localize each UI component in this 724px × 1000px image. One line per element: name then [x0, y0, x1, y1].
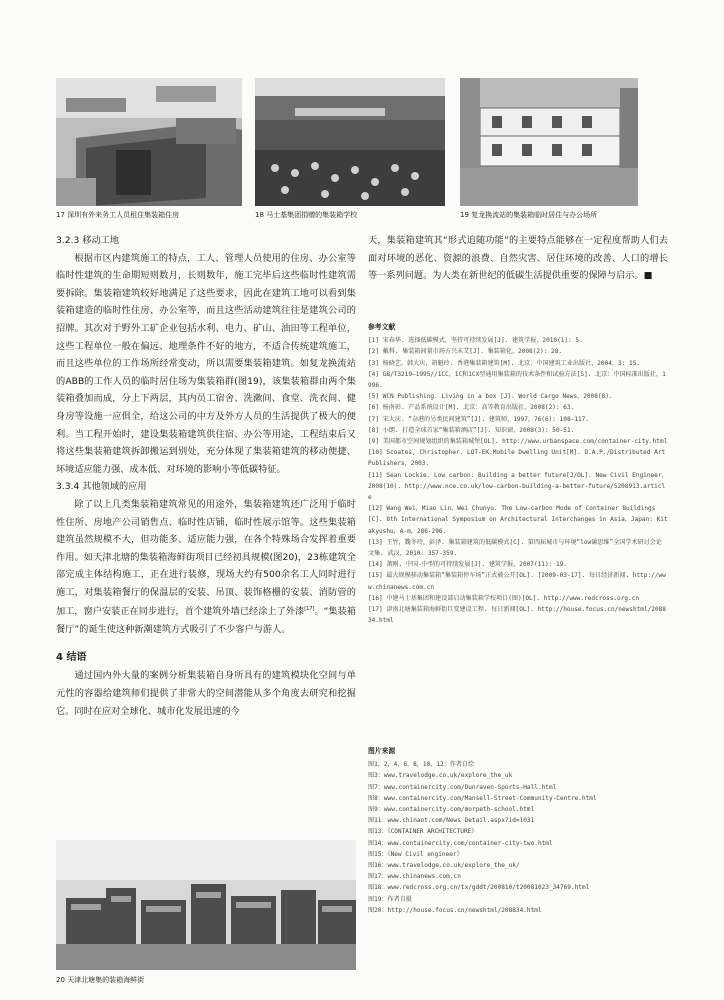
figure-17-photo [56, 78, 242, 206]
image-source-item: 图8：www.containercity.com/Mansell-Street-Community-Centre.html [368, 794, 597, 802]
figure-19-photo [460, 78, 638, 206]
reference-item: [5] WCN Publishing. Living in a box [J]. World Cargo News，2008(8). [368, 393, 613, 401]
image-source-item: 图16：www.travelodge.co.uk/explore_the_uk/ [368, 862, 520, 870]
figure-18-photo [255, 78, 445, 206]
references-section [368, 322, 668, 626]
reference-item: [2] 戴科. 集装箱间量市场方兴未艾[J]. 集装箱化，2008(2): 28. [368, 348, 563, 356]
image-source-item: 图9：www.containercity.com/morpeth-school.html [368, 806, 535, 814]
image-source-item: 图18：www.redcross.org.cn/tx/gddt/200810/t20081023_34769.html [368, 884, 590, 892]
right-column-text [368, 232, 668, 285]
image-source-item: 图20：http://house.focus.cn/newshtml/208834.html [368, 906, 542, 914]
image-source-item: 图15：《New Civil engineer》 [368, 850, 463, 858]
conclusion-paragraph: 通过国内外大量的案例分析集装箱自身所具有的建筑模块化空间与单元性的容器给建筑师们提供了非常大的空间潜能从多个角度去研究和挖掘它。同时在应对全球化、城市化发展迅速的今 [56, 670, 356, 717]
figure-20-caption: 20 天津北塘集的装箱海鲜街 [56, 976, 145, 984]
reference-item: [11] Sean Lockie. Low carbon: Building a better future[J/OL]. New Civil Engineer，2008(10). http://www.nce.co.uk/low-carbon-building-a-better-future/5208913.article [368, 471, 668, 502]
image-source-item: 图13：《CONTAINER ARCHITECTURE》 [368, 828, 478, 836]
figure-19-caption: 19 复龙换流站的集装箱临时居住与办公场所 [460, 211, 598, 219]
citation-17: [17] [304, 606, 315, 613]
references-heading: 参考文献 [368, 323, 396, 331]
section-3-2-3-paragraph: 根据市区内建筑施工的特点，工人、管理人员使用的住房、办公室等临时性建筑的生命期短则数月，长则数年，施工完毕后这些临时性建筑需要拆除。集装箱建筑较好地满足了这些要求，因此在建筑工地可以看到集装箱建造的临时性住房、办公室等，而且这些活动建筑往往是建筑公司的招牌。其次对于野外工矿企业包括水利、电力、矿山、油田等工程单位，这些工程单位一般在偏远、地理条件不好的地方，不适合传统建筑施工，而且这些单位的工作场所经常变动，所以需要集装箱建筑。如复龙换流站的ABB的工作人员的临时居住场为集装箱群(图19)，该集装箱群由两个集装箱叠加而成，分上下两层，其内员工宿舍、洗漱间、食堂、洗衣间、健身房等设施一应俱全，给这公司的中方及外方人员的生活提供了极大的便利。当工程开始时，建设集装箱建筑供住宿、办公等用途，工程结束后又将这些集装箱建筑拆卸搬运到别处，充分体现了集装箱建筑的移动便捷、环境适应能力强、成本低、对环境的影响小等低碳特征。 [56, 252, 356, 475]
image-sources-section [368, 746, 668, 916]
reference-item: [14] 萧刚. 中国-中型的可持续发展[J]. 建筑学报，2007(11): 19. [368, 561, 567, 569]
figure-18-caption: 18 马士基集团捐赠的集装箱学校 [255, 211, 358, 219]
image-source-item: 图1，2，4，6，8，10，12：作者自绘 [368, 761, 475, 769]
reference-item: [7] 宋大庆. “杂港的另类民间建筑”[J]. 建筑师，1997，76(6): 108-117. [368, 415, 589, 423]
reference-item: [8] 小朗. 打造全球首家“集装箱酒店”[J]. 知识窗，2008(3): 50-51. [368, 426, 575, 434]
figure-17-caption: 17 深圳有外来务工人员租住集装箱住房 [56, 211, 180, 219]
reference-item: [1] 宋春华. 选择低碳模式，坚持可持续发展[J]. 建筑学报，2010(1): 5. [368, 337, 583, 345]
figure-20-photo [56, 840, 356, 970]
left-column [56, 232, 356, 720]
section-3-3-4-heading: 3.3.4 其他领域的应用 [56, 481, 147, 493]
image-source-item: 图11：www.chinaot.com/News Detail.aspx?id=1031 [368, 817, 535, 825]
reference-item: [4] GB/T3219—1995//1CC，1C和1CX型通用集装箱的技术条件和试验方法[S]. 北京：中国标准出版社，1996. [368, 370, 666, 390]
reference-item: [16] 中建马士基集团和建设部启动集装箱学校项目(图)[OL]. http://www.redcross.org.cn [368, 594, 640, 602]
reference-item: [12] Wang Wei，Miao Lin，Wei Chunyu. The Low-carbon Mode of Container Buildings[C]. 8th International Symposium on Architectural Interchanges in Asia，Japan: Kitakyushu，A-m，286-296. [368, 505, 668, 535]
image-source-item: 图7：www.containercity.com/Dunraven-Sports-Hall.html [368, 783, 557, 791]
section-4-heading: 4 结语 [56, 651, 87, 663]
section-3-3-4-paragraph: 除了以上几类集装箱建筑常见的用途外，集装箱建筑还广泛用于临时性住所、房地产公司销售点、临时性店铺，临时性展示馆等。这些集装箱建筑虽然规模不大，但功能多、适应能力强，在各个特殊场合发挥着重要作用。如天津北塘的集装箱海鲜街项目已经初具规模(图20)，23栋建筑全部完成主体结构施工，正在进行装修，现场大约有500余名工人同时进行施工，对集装箱餐厅的保温层的安装、吊顶、装饰格栅的安装、消防管的加工，窗户安装正在同步进行，首个建筑外墙已经涂上了外漆[17]。“集装箱餐厅”的诞生使这种新潮建筑方式吸引了不少客户与游人。 [56, 498, 357, 636]
image-source-item: 图17：www.chinanews.com.cn [368, 873, 461, 881]
image-sources-heading: 图片来源 [368, 747, 396, 755]
reference-item: [6] 杨南彰. 产品系统设计[M]. 北京：高等教育出版社，2008(2): 63. [368, 404, 575, 412]
reference-item: [13] 王竹，魏冬玲，彭泽. 集装箱建筑的低碳模式[C]. 第四届城市与环境“low碳思维”全国学术研讨会论文集. 武汉，2010: 357-359. [368, 538, 662, 558]
reference-item: [15] 最大规模移动集装箱“集装箱停车场”正式被公开[OL]. [2009-03-17]. 每日经济新闻. http://www.chinanews.com.cn [368, 572, 666, 591]
image-source-item: 图19：作者自摄 [368, 895, 412, 903]
reference-item: [17] 津南北塘集装箱海鲜街巨变建设工程. 每日新闻[OL]. http://house.focus.cn/newshtml/208834.html [368, 606, 666, 625]
reference-item: [10] Scoates, Christopher. LOT-EK:Mobile Dwelling Unit[M]. D.A.P./Distributed Art Publishers，2003. [368, 449, 666, 468]
image-source-item: 图3：www.travelodge.co.uk/explore_the_uk [368, 772, 513, 780]
section-3-2-3-heading: 3.2.3 移动工地 [56, 235, 120, 246]
image-source-item: 图14：www.containercity.com/container-city-two.html [368, 839, 553, 847]
reference-item: [3] 杨晓艺，韩大庆，胡魁玲. 香港集装箱建筑[M]. 北京：中国建筑工业出版社，2004，3: 15. [368, 359, 641, 367]
conclusion-continued-paragraph: 天，集装箱建筑其“形式追随功能”的主要特点能够在一定程度帮助人们去面对环境的恶化、资源的浪费、自然灾害、居住环境的改善、人口的增长等一系列问题。为人类在新世纪的低碳生活提供重要的保障与启示。■ [368, 235, 668, 282]
reference-item: [9] 美国都市空间规划组织的集装箱城堡[OL]. http://www.urbanspace.com/container-city.html [368, 438, 668, 446]
